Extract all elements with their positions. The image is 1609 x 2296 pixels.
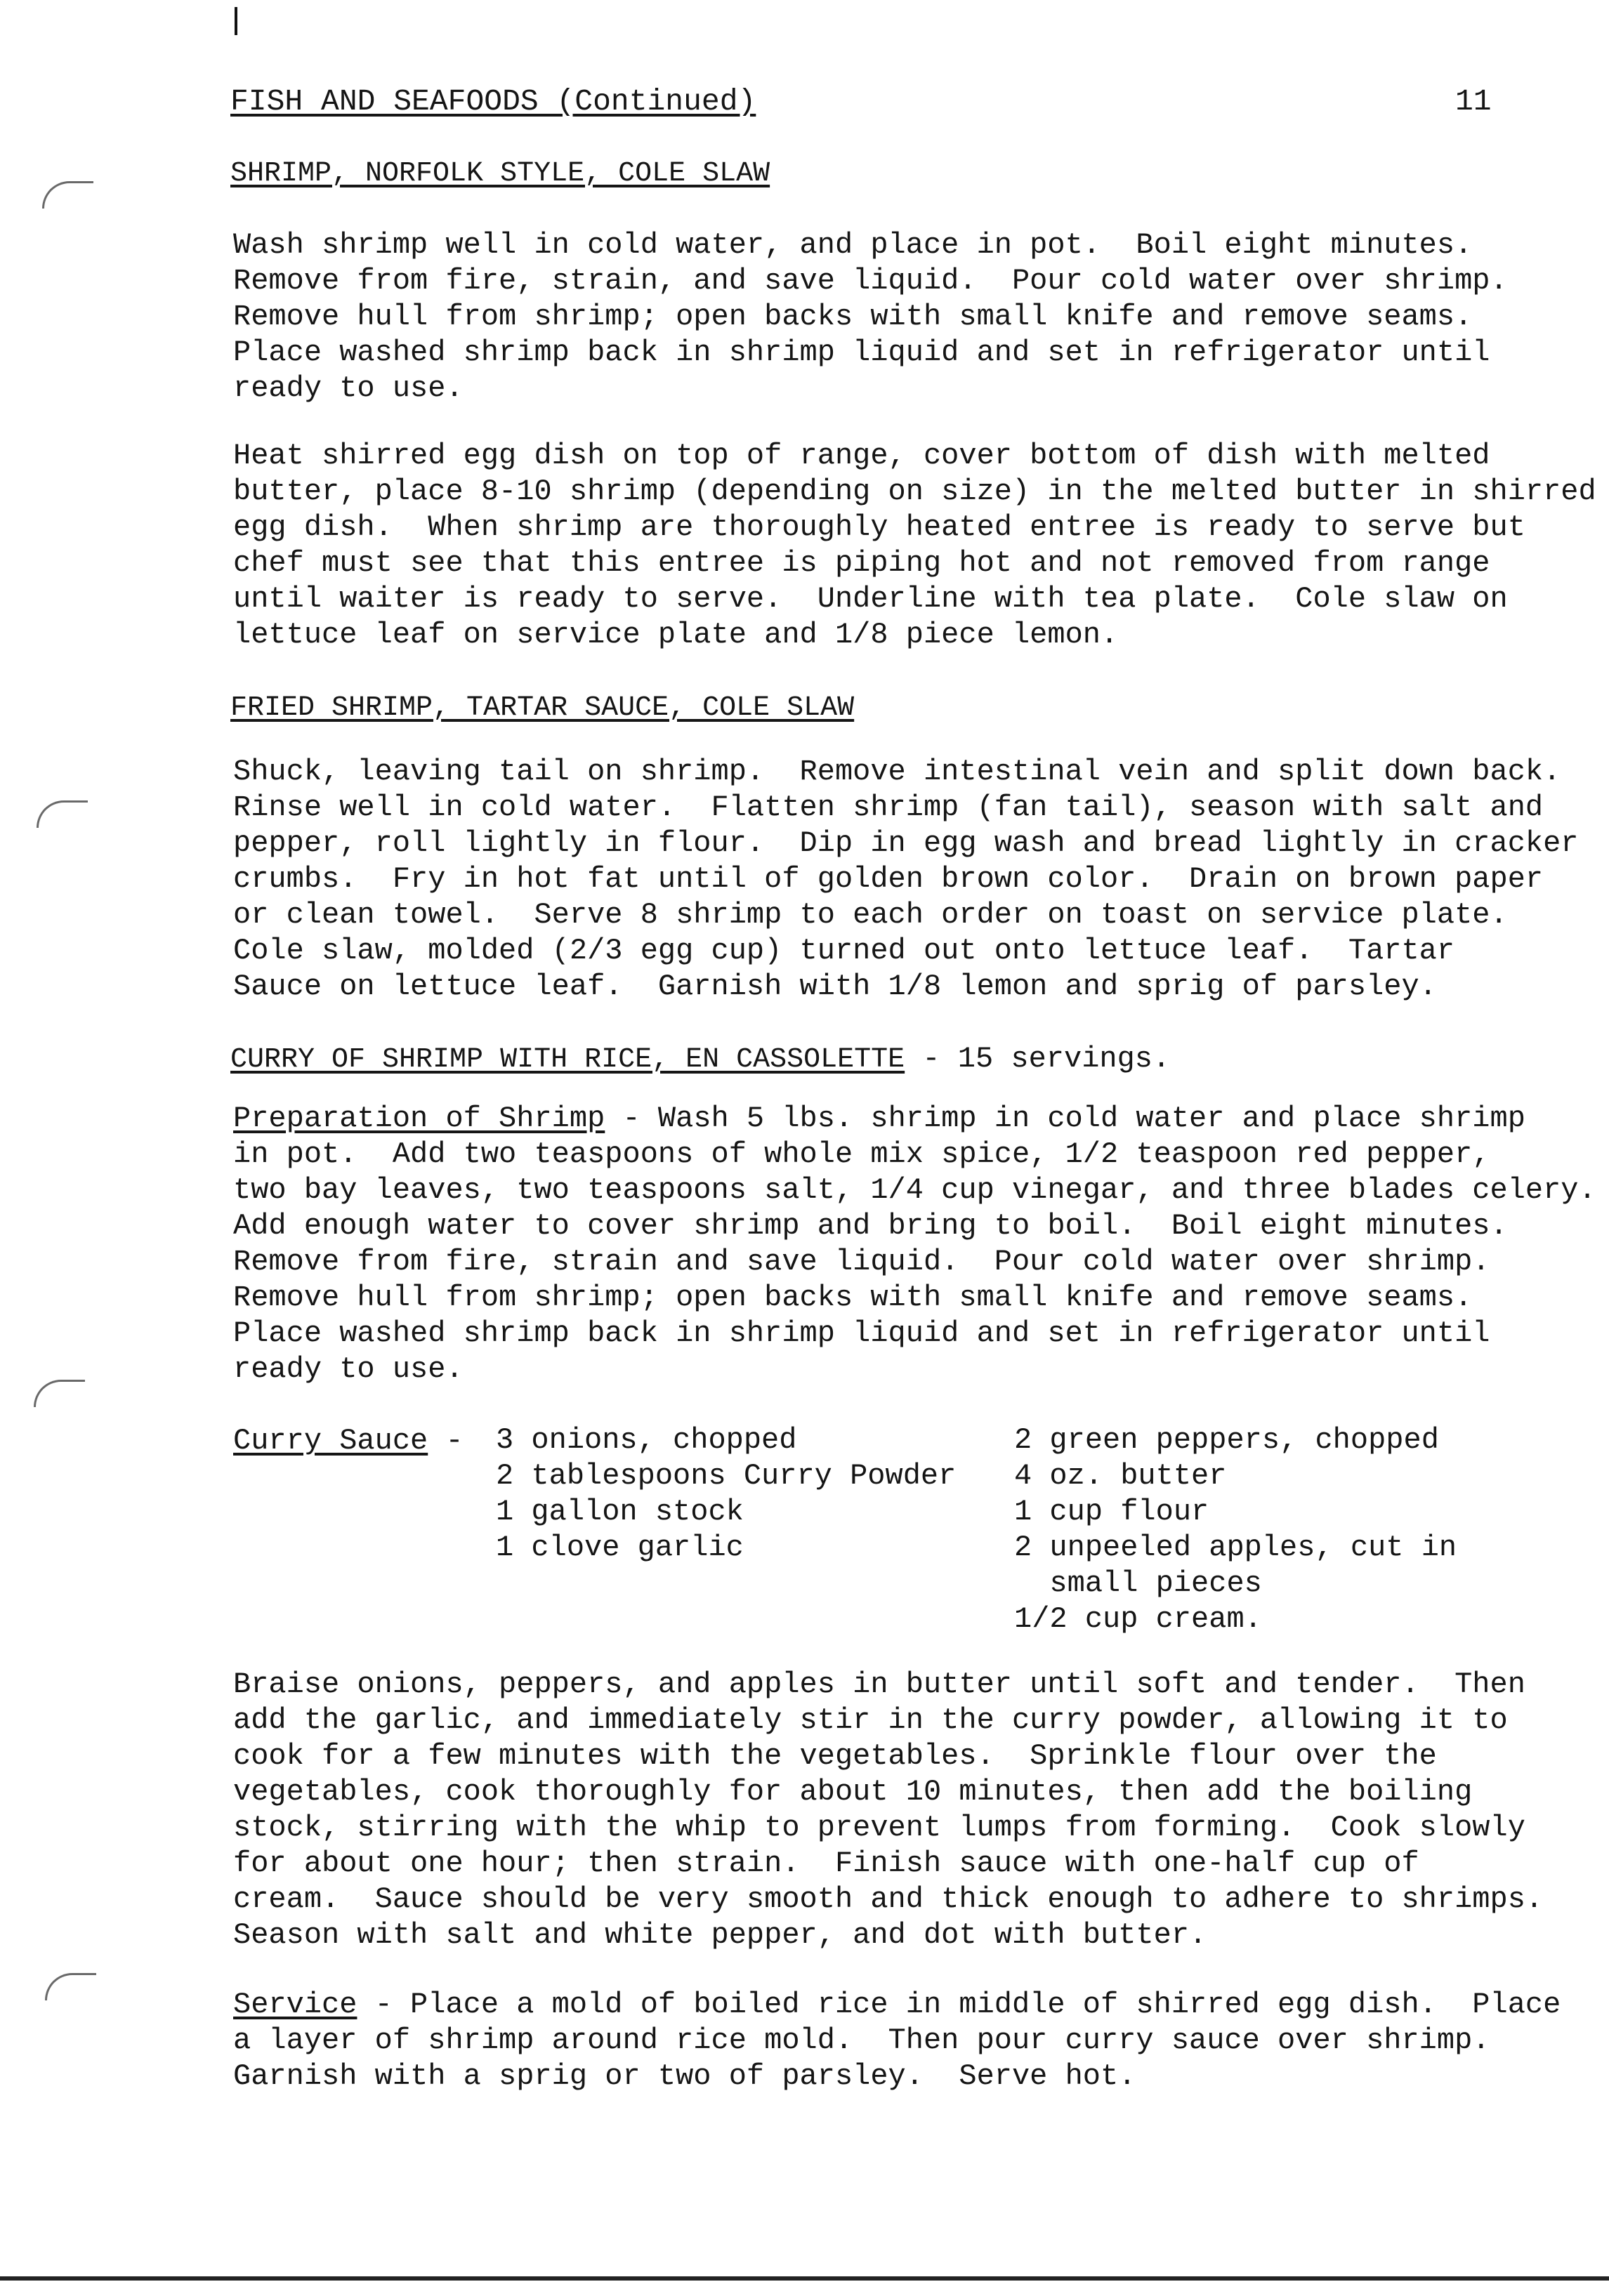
- page-header-title: FISH AND SEAFOODS (Continued): [230, 84, 756, 119]
- section-heading-fried: FRIED SHRIMP, TARTAR SAUCE, COLE SLAW: [230, 692, 855, 724]
- curry-method: Braise onions, peppers, and apples in butter until soft and tender. Then add the garlic, and immediately stir in the curry powder, allowing it to cook for a few minutes with the vegetables. Sprinkle flour over the vegetables, cook thoroughly for about 10 minutes, then add the boiling stock, stirring with the whip to prevent lumps from forming. Cook slowly for about one hour; then strain. Finish sauce with one-half cup of cream. Sauce should be very smooth and thick enough to adhere to shrimps. Season with salt and white pepper, and dot with butter.: [233, 1668, 1544, 1952]
- punch-hole-4: [45, 1973, 96, 2000]
- norfolk-paragraph-2: Heat shirred egg dish on top of range, cover bottom of dish with melted butter, place 8-10 shrimp (depending on size) in the melted butter in shirred egg dish. When shrimp are thoroughly heated entree is ready to serve but chef must see that this entree is piping hot and not removed from range until waiter is ready to serve. Underline with tea plate. Cole slaw on lettuce leaf on service plate and 1/8 piece lemon.: [233, 439, 1596, 652]
- curry-servings: - 15 servings.: [905, 1042, 1171, 1076]
- preparation-text: - Wash 5 lbs. shrimp in cold water and place shrimp in pot. Add two teaspoons of whole mix spice, 1/2 teaspoon red pepper, two bay leaves, two teaspoons salt, 1/4 cup vinegar, and three blades celery. Add enough water to cover shrimp and bring to boil. Boil eight minutes. Remove from fire, strain and save liquid. Pour cold water over shrimp. Remove hull from shrimp; open backs with small knife and remove seams. Place washed shrimp back in shrimp liquid and set in refrigerator until ready to use.: [233, 1102, 1596, 1386]
- page-bottom-edge: [0, 2276, 1609, 2281]
- punch-hole-2: [37, 800, 88, 828]
- section-heading-norfolk: SHRIMP, NORFOLK STYLE, COLE SLAW: [230, 158, 770, 190]
- preparation-label: Preparation of Shrimp: [233, 1102, 605, 1135]
- page-number: 11: [1455, 84, 1492, 119]
- curry-preparation: [233, 1101, 1609, 1387]
- fried-paragraph: Shuck, leaving tail on shrimp. Remove intestinal vein and split down back. Rinse well in cold water. Flatten shrimp (fan tail), season with salt and pepper, roll lightly in flour. Dip in egg wash and bread lightly in cracker crumbs. Fry in hot fat until of golden brown color. Drain on brown paper or clean towel. Serve 8 shrimp to each order on toast on service plate. Cole slaw, molded (2/3 egg cup) turned out onto lettuce leaf. Tartar Sauce on lettuce leaf. Garnish with 1/8 lemon and sprig of parsley.: [233, 755, 1579, 1003]
- punch-hole-1: [42, 181, 93, 209]
- ingredients-left-column: 3 onions, chopped 2 tablespoons Curry Powder 1 gallon stock 1 clove garlic: [496, 1423, 957, 1564]
- ingredients-right-column: 2 green peppers, chopped 4 oz. butter 1 cup flour 2 unpeeled apples, cut in small pieces 1/2 cup cream.: [1014, 1423, 1457, 1636]
- curry-service: [233, 1987, 1609, 2094]
- norfolk-paragraph-1: Wash shrimp well in cold water, and place in pot. Boil eight minutes. Remove from fire, strain, and save liquid. Pour cold water over shrimp. Remove hull from shrimp; open backs with small knife and remove seams. Place washed shrimp back in shrimp liquid and set in refrigerator until ready to use.: [233, 228, 1508, 405]
- scan-mark-top: [235, 7, 237, 35]
- section-heading-curry: [230, 1042, 1170, 1076]
- punch-hole-3: [34, 1380, 85, 1407]
- curry-sauce-label: Curry Sauce: [233, 1424, 428, 1458]
- curry-sauce-dash: -: [428, 1424, 464, 1458]
- service-label: Service: [233, 1988, 357, 2021]
- curry-sauce-label-row: [233, 1424, 464, 1458]
- service-text: - Place a mold of boiled rice in middle of shirred egg dish. Place a layer of shrimp around rice mold. Then pour curry sauce over shrimp. Garnish with a sprig or two of parsley. Serve hot.: [233, 1988, 1561, 2093]
- curry-heading-text: CURRY OF SHRIMP WITH RICE, EN CASSOLETTE: [230, 1044, 905, 1076]
